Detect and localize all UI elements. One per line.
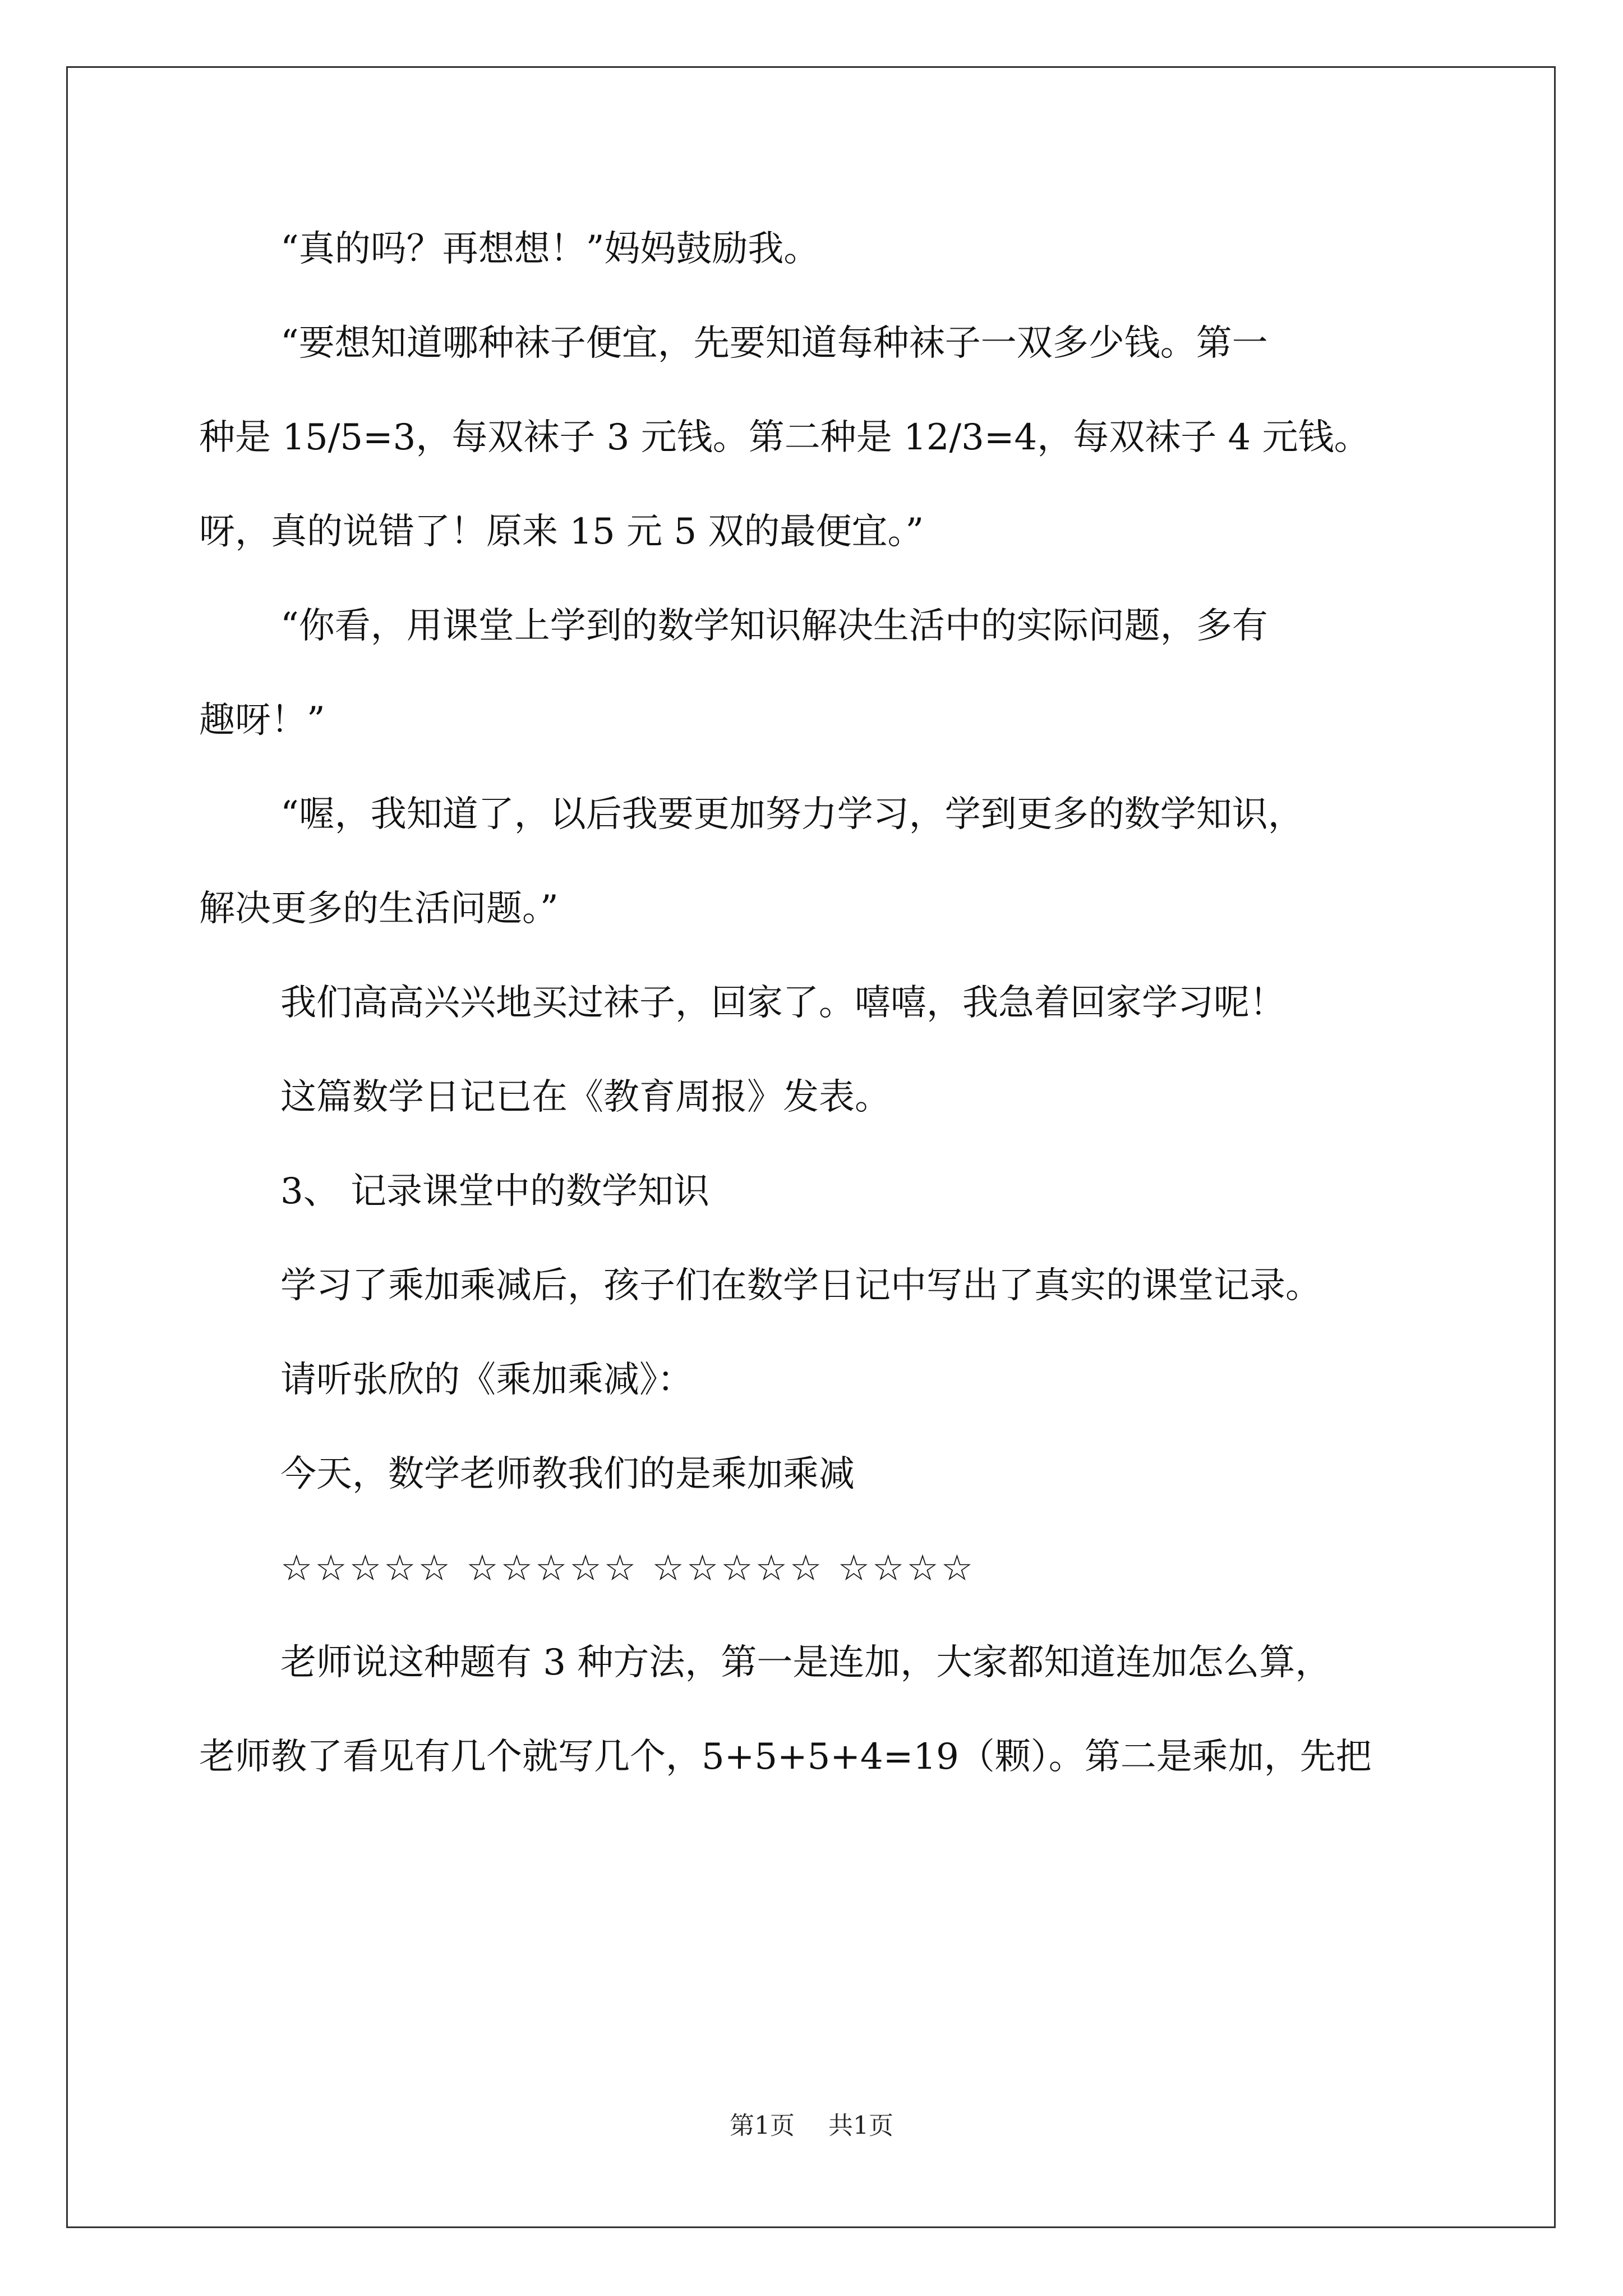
- paragraph-line: 学习了乘加乘减后，孩子们在数学日记中写出了真实的课堂记录。: [280, 1265, 1321, 1306]
- page-footer: [0, 2109, 1623, 2143]
- paragraph-line: “要想知道哪种袜子便宜，先要知道每种袜子一双多少钱。第一: [280, 323, 1268, 364]
- paragraph-line: “喔，我知道了，以后我要更加努力学习，学到更多的数学知识，: [280, 794, 1304, 835]
- paragraph-line: 老师说这种题有 3 种方法，第一是连加，大家都知道连加怎么算，: [280, 1642, 1331, 1683]
- paragraph-line: 今天，数学老师教我们的是乘加乘减: [280, 1453, 855, 1495]
- paragraph-line: 趣呀！”: [199, 700, 325, 741]
- paragraph-line: 这篇数学日记已在《教育周报》发表。: [280, 1076, 891, 1118]
- paragraph-line: 老师教了看见有几个就写几个，5+5+5+4=19（颗）。第二是乘加，先把: [199, 1736, 1372, 1778]
- section-heading: 3、 记录课堂中的数学知识: [280, 1171, 710, 1212]
- star-row: ☆☆☆☆☆ ☆☆☆☆☆ ☆☆☆☆☆ ☆☆☆☆: [280, 1548, 976, 1589]
- document-body: [199, 202, 1475, 1804]
- paragraph-line: “真的吗？再想想！”妈妈鼓励我。: [280, 228, 820, 270]
- page-total: 共1页: [828, 2111, 893, 2140]
- paragraph-line: 种是 15/5=3，每双袜子 3 元钱。第二种是 12/3=4，每双袜子 4 元钱。: [199, 417, 1370, 458]
- paragraph-line: 解决更多的生活问题。”: [199, 888, 559, 930]
- paragraph-line: 呀，真的说错了！原来 15 元 5 双的最便宜。”: [199, 511, 924, 553]
- paragraph-line: “你看，用课堂上学到的数学知识解决生活中的实际问题，多有: [280, 605, 1268, 647]
- page-number: 第1页: [730, 2111, 795, 2140]
- paragraph-line: 请听张欣的《乘加乘减》：: [280, 1359, 693, 1401]
- paragraph-line: 我们高高兴兴地买过袜子，回家了。嘻嘻，我急着回家学习呢！: [280, 982, 1285, 1024]
